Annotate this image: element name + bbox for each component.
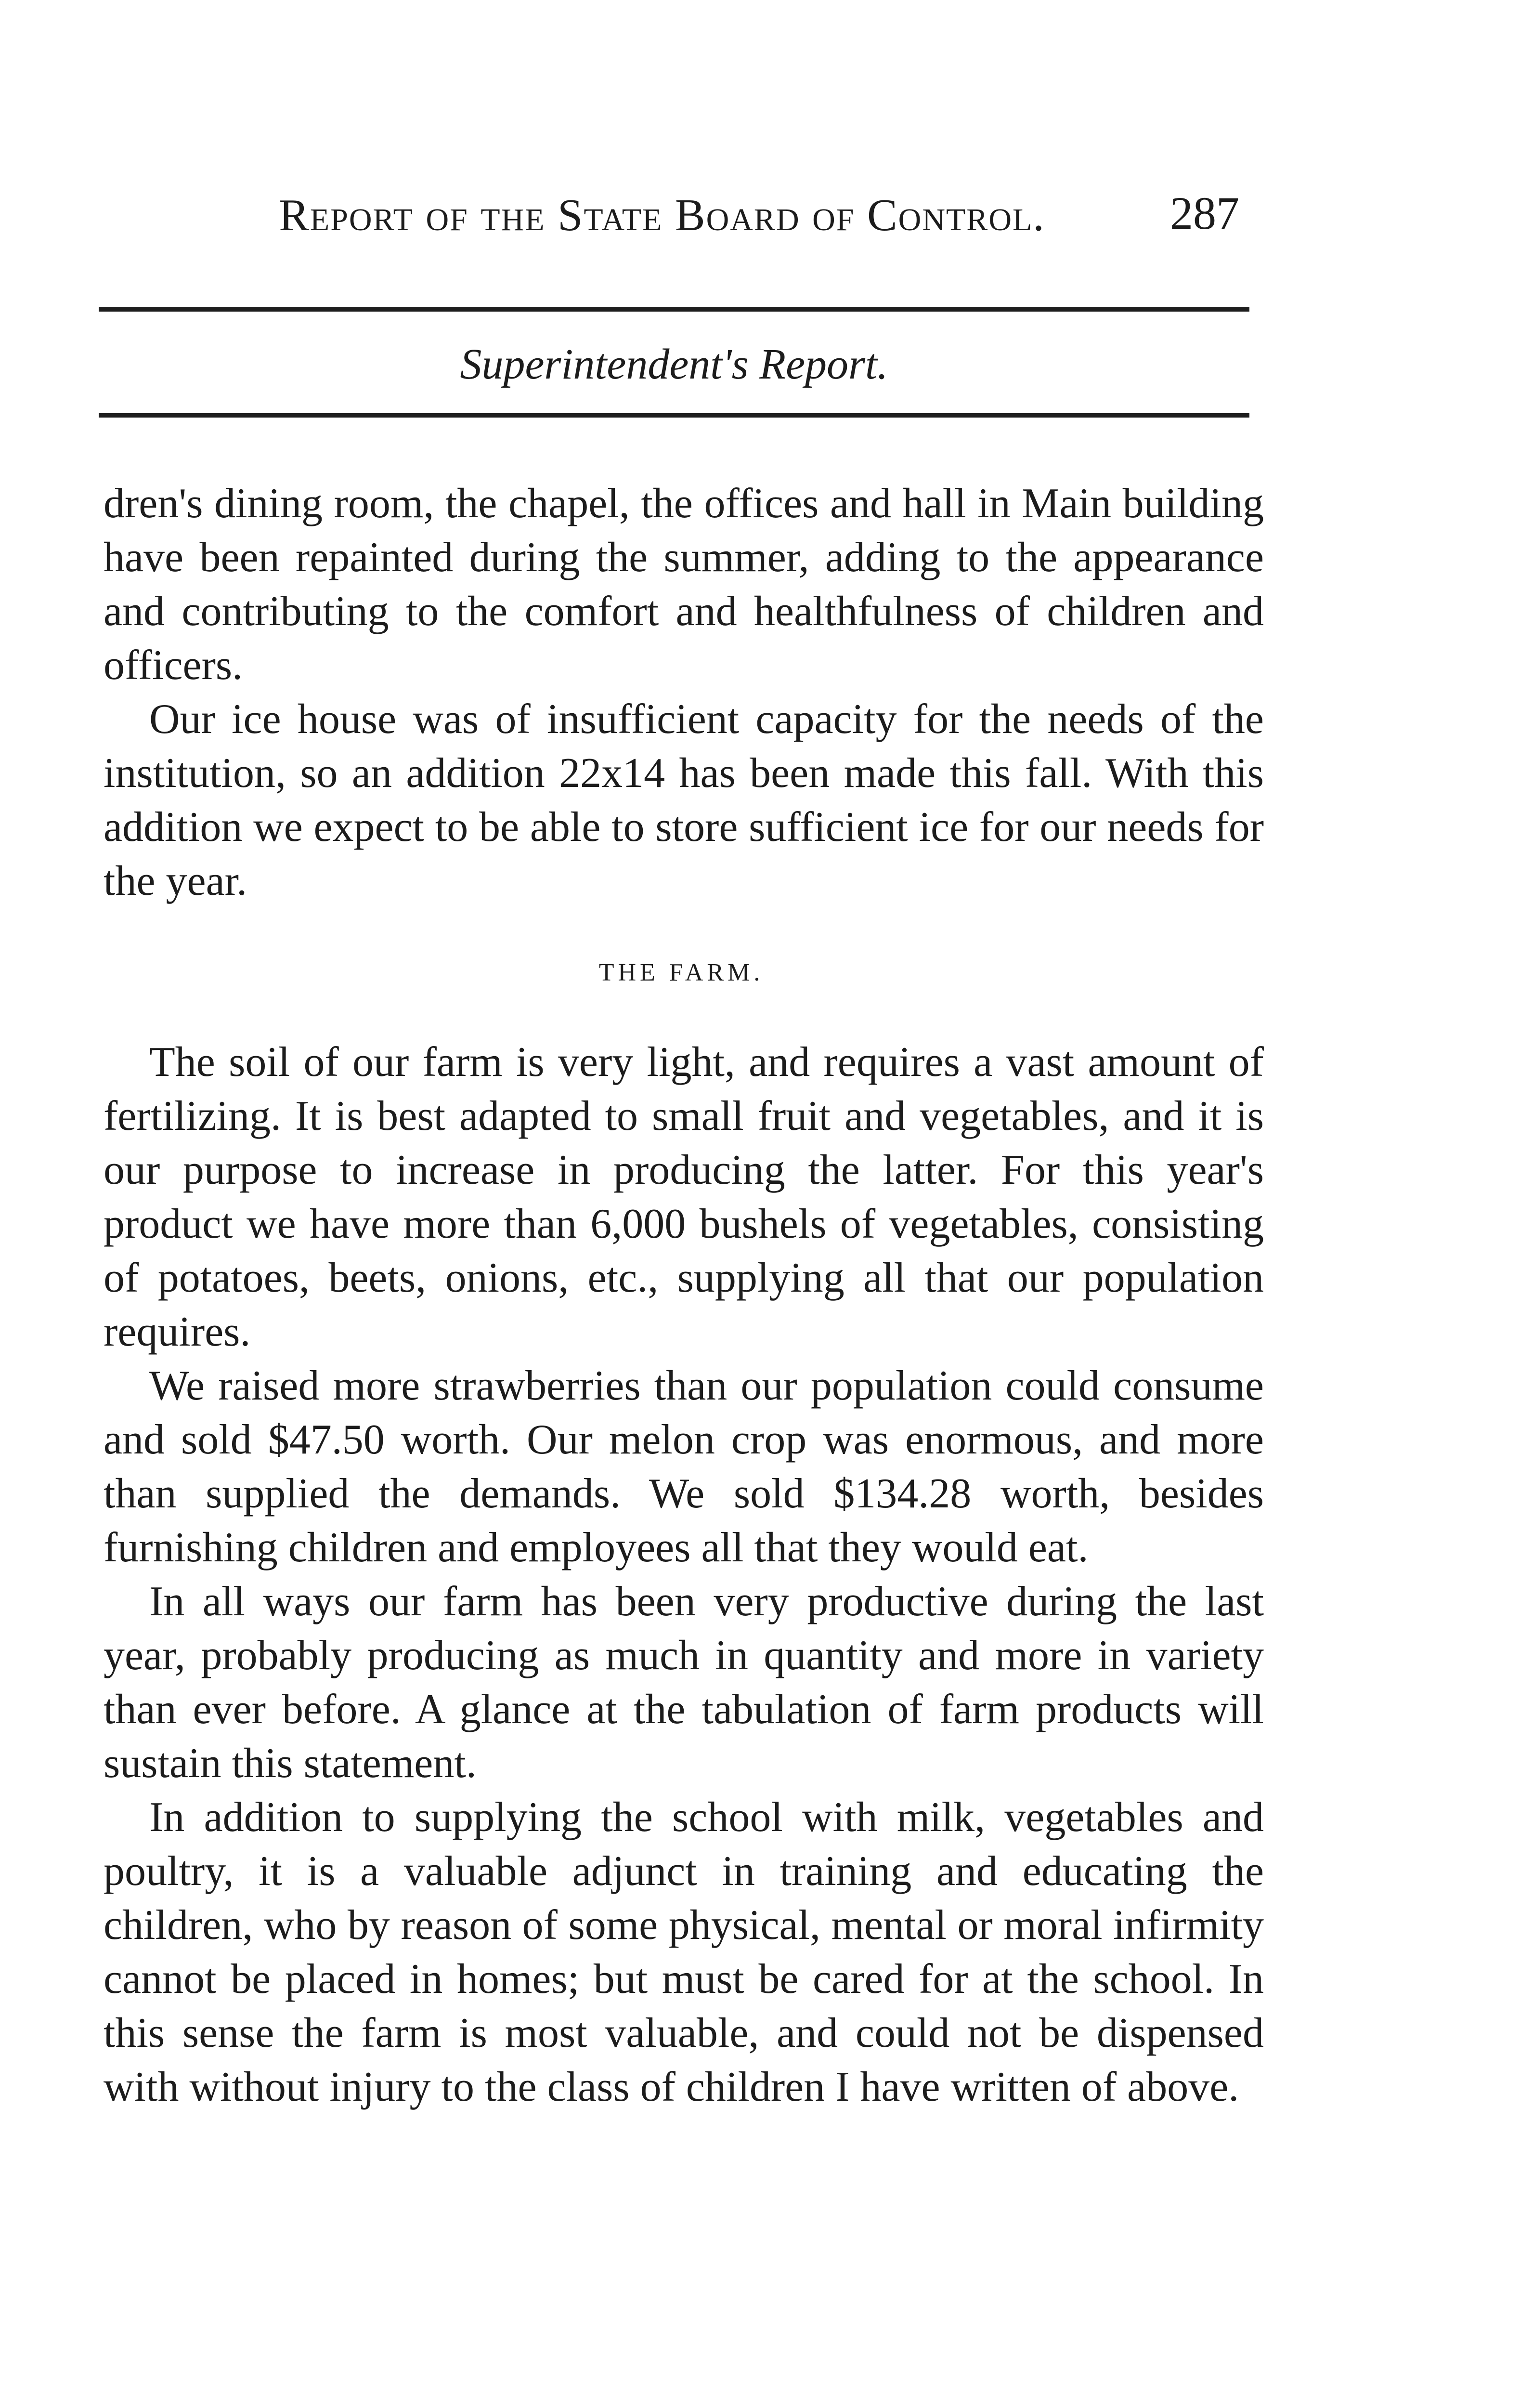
paragraph-adjunct: In addition to supplying the school with milk, vegetables and poultry, it is a valuable adjunct in training and educating the children, who by reason of some physical, mental or moral infirmity cannot be placed in homes; but must be cared for at the school. In this sense the farm is most valuable, and could not be dispensed with without injury to the class of children I have written of above. <box>104 1794 1264 2110</box>
paragraph-soil: The soil of our farm is very light, and requires a vast amount of fertilizing. It is best adapted to small fruit and vegetables, and it is our purpose to increase in producing the latter. For this year's product we have more than 6,000 bushels of vegetables, consisting of potatoes, beets, onions, etc., supplying all that our population requires. <box>104 1039 1264 1355</box>
paragraph-productive: In all ways our farm has been very productive during the last year, probably producing as much in quantity and more in variety than ever before. A glance at the tabulation of farm products will sustain this statement. <box>104 1578 1264 1787</box>
header-rule-top <box>99 307 1249 312</box>
paragraph-continued: dren's dining room, the chapel, the offices and hall in Main building have been repainted during the summer, adding to the appearance and contributing to the comfort and healthfulness of children and officers. <box>104 480 1264 689</box>
page-number: 287 <box>1170 187 1239 239</box>
intro-text <box>104 477 1264 908</box>
paragraph-strawberries: We raised more strawberries than our population could consume and sold $47.50 worth. Our melon crop was enormous, and more than supplied the demands. We sold $134.28 worth, besides furnishing children and employees all that they would eat. <box>104 1362 1264 1571</box>
header-rule-bottom <box>99 413 1249 418</box>
farm-section-text <box>104 1035 1264 2114</box>
running-head: Report of the State Board of Control. <box>279 190 1045 240</box>
farm-section-heading: THE FARM. <box>598 959 764 986</box>
section-title: Superintendent's Report. <box>460 340 888 388</box>
paragraph-ice-house: Our ice house was of insufficient capacity for the needs of the institution, so an addition 22x14 has been made this fall. With this addition we expect to be able to store sufficient ice for our needs for the year. <box>104 696 1264 904</box>
